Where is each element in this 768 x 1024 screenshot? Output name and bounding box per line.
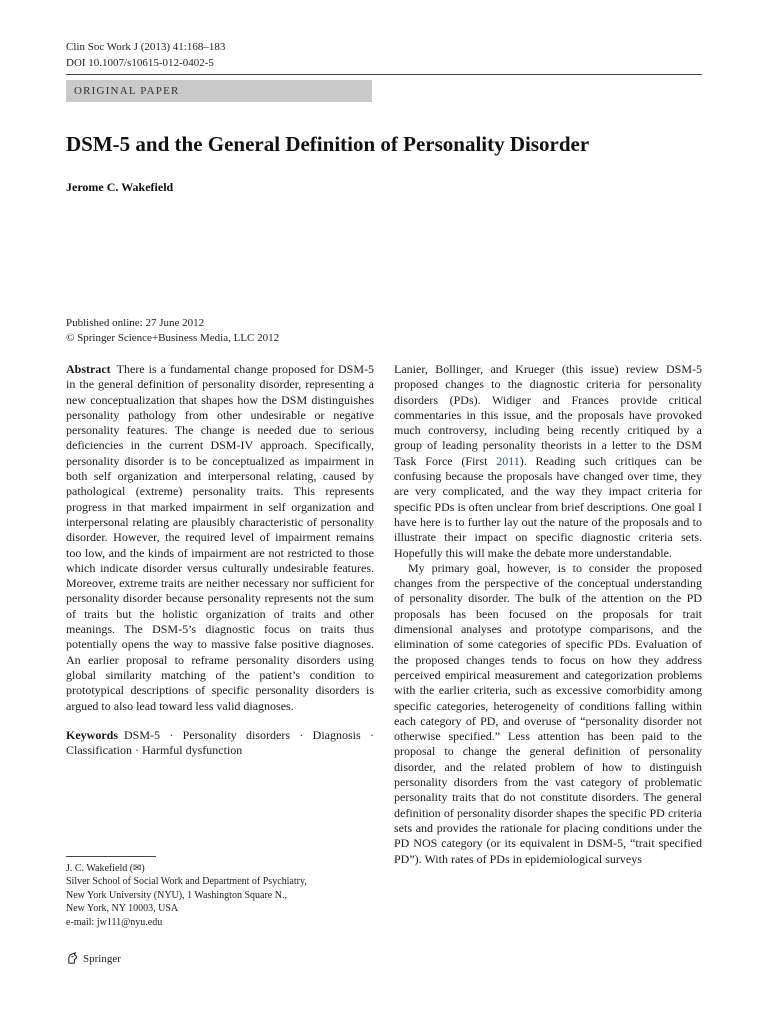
footnote-affiliation-1: Silver School of Social Work and Department of Psychiatry,: [66, 876, 307, 888]
keywords-label: Keywords: [66, 727, 118, 742]
copyright: © Springer Science+Business Media, LLC 2012: [66, 332, 280, 344]
body-text: Lanier, Bollinger, and Krueger (this issue) review DSM-5 proposed changes to the diagnostic criteria for personality disorders (PDs). Widiger and Frances provide critical commentaries in this issue, and the proposals have provoked much controversy, including being recently critiqued by a group of leading personality theorists in a letter to the DSM Task Force (First: [394, 362, 702, 468]
footnote-email[interactable]: e-mail: jw111@nyu.edu: [66, 916, 163, 928]
footnote-author: J. C. Wakefield (✉): [66, 863, 145, 874]
publisher-name: Springer: [83, 952, 121, 965]
footnote-affiliation-2: New York University (NYU), 1 Washington Square N.,: [66, 889, 287, 901]
citation-link[interactable]: 2011: [496, 453, 520, 468]
author-footnote: [66, 862, 307, 929]
footnote-rule: [66, 856, 156, 857]
journal-citation: Clin Soc Work J (2013) 41:168–183: [66, 41, 226, 53]
keywords: [66, 728, 374, 759]
abstract-label: Abstract: [66, 362, 111, 376]
author-name: Jerome C. Wakefield: [66, 180, 174, 194]
left-column: [66, 362, 374, 758]
article-title: DSM-5 and the General Definition of Personality Disorder: [66, 132, 590, 156]
doi[interactable]: DOI 10.1007/s10615-012-0402-5: [66, 57, 214, 69]
abstract-text: There is a fundamental change proposed for DSM-5 in the general definition of personality disorder, representing a new conceptualization that shapes how the DSM distinguishes personality pathology from other undesirable or negative personality features. The change is needed due to serious deficiencies in the current DSM-IV approach. Specifically, personality disorder is to be conceptualized as impairment in both self organization and interpersonal relating, caused by pathological (extreme) personality traits. This represents progress in that marked impairment in self organization and interpersonal relating are plausibly characteristic of personality disorder. However, the required level of impairment remains too low, and the kinds of impairment are not restricted to those which indicate disorder versus culturally undesirable features. Moreover, extreme traits are neither necessary nor sufficient for personality disorder because personality represents not the sum of traits but the holistic organization of traits and other meanings. The DSM-5’s diagnostic focus on traits thus potentially opens the way to massive false positive diagnoses. An earlier proposal to reframe personality disorders using global similarity matching of the patient’s condition to prototypical descriptions of specific personality disorders is argued to also lead toward less valid diagnoses.: [66, 362, 374, 713]
footnote-address: New York, NY 10003, USA: [66, 903, 179, 915]
publication-info: [66, 316, 279, 346]
published-date: Published online: 27 June 2012: [66, 317, 205, 329]
article-type-badge: ORIGINAL PAPER: [66, 80, 372, 102]
abstract: [66, 362, 374, 714]
right-column: [394, 362, 702, 867]
page-footer: [66, 952, 121, 965]
body-paragraph-1: [394, 362, 702, 561]
body-text: ). Reading such critiques can be confusing because the proposals have changed over time, they are very complicated, and the way they impact criteria for specific PDs is often unclear from brief descriptions. One goal I have here is to further lay out the nature of the proposals and to illustrate their impact on specific diagnostic criteria sets. Hopefully this will make the debate more understandable.: [394, 453, 702, 560]
springer-horse-icon: [66, 952, 79, 965]
body-paragraph-2: My primary goal, however, is to consider the proposed changes from the perspective of the conceptual understanding of personality disorder. The bulk of the attention on the PD proposals has been focused on the proposals for trait dimensional analyses and prototype comparisons, and the elimination of some categories of specific PDs. Evaluation of the proposed changes tends to focus on how they address perceived empirical measurement and categorization problems with the earlier criteria, such as excessive comorbidity among specific categories, heterogeneity of conditions falling within each category of PD, and overuse of “personality disorder not otherwise specified.” Less attention has been paid to the proposal to change the general definition of personality disorder, and the related problem of how to distinguish personality disorders from the vast category of problematic personality traits that do not constitute disorders. The general definition of personality disorder shapes the specific PD criteria sets and provides the rationale for placing conditions under the PD NOS category (or its equivalent in DSM-5, “trait specified PD”). With rates of PDs in epidemiological surveys: [394, 560, 702, 866]
header-rule: [66, 74, 702, 75]
keywords-text: DSM-5 · Personality disorders · Diagnosis · Classification · Harmful dysfunction: [66, 727, 374, 758]
